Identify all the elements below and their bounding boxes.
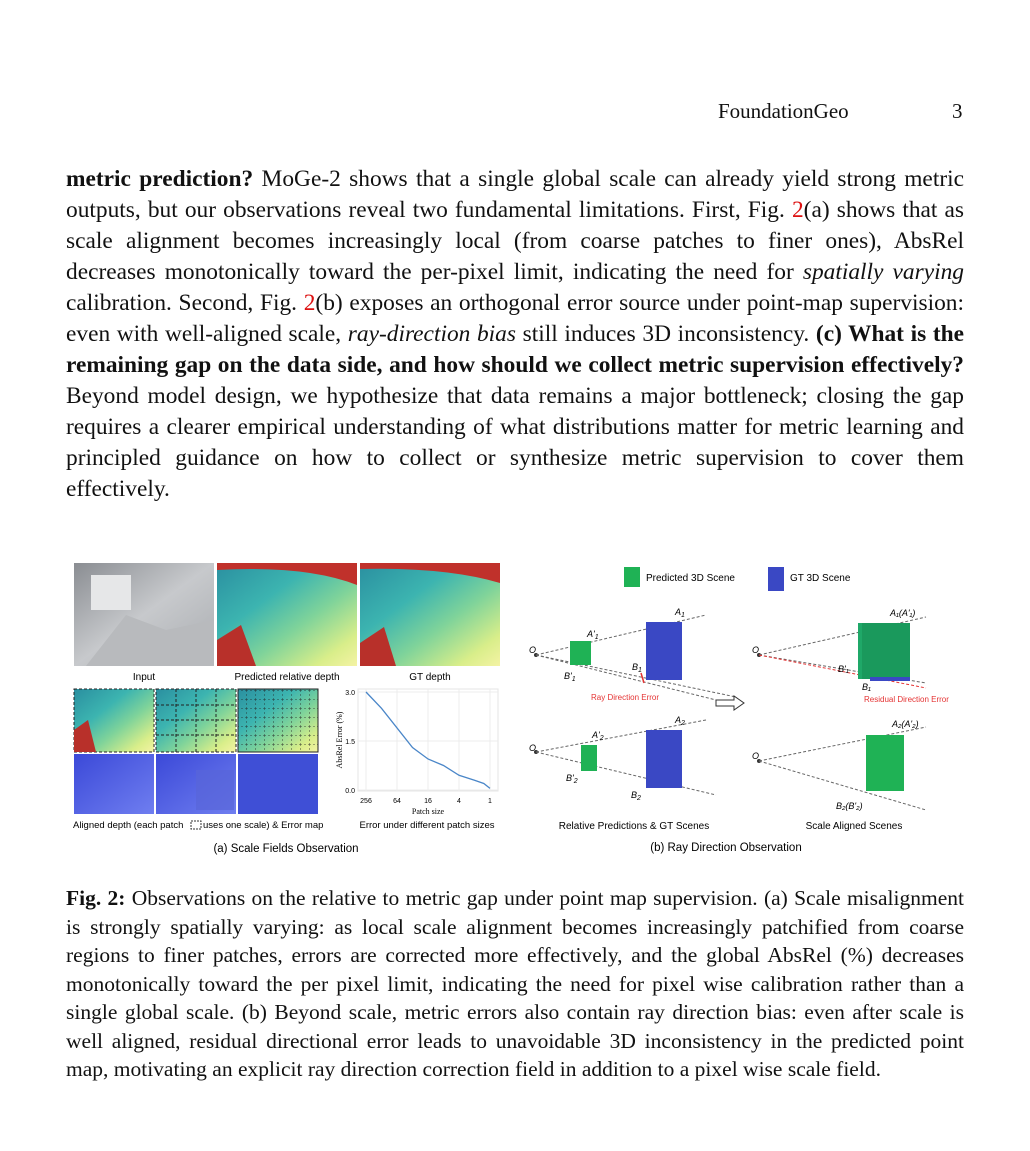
error-map-coarse: [74, 754, 154, 814]
chart-xtick-label: 1: [488, 798, 492, 805]
chart-ytick-label: 0.0: [345, 788, 355, 795]
chart-ytick-label: 1.5: [345, 739, 355, 746]
predicted-depth-image: [217, 563, 357, 666]
italic-term: spatially varying: [802, 259, 964, 285]
figure-svg: [66, 555, 966, 860]
svg-text:A'1: $A'_1$: [587, 629, 599, 641]
scene-left-bottom: [529, 715, 716, 802]
caption-panel-a: (a) Scale Fields Observation: [213, 843, 359, 855]
svg-text:B₂(B'₂): B₂(B'₂): [836, 801, 863, 811]
legend-pred-swatch: [624, 567, 640, 587]
bold-question: metric prediction?: [66, 166, 254, 192]
chart-x-ticks: [360, 798, 492, 805]
chart-xlabel: Patch size: [411, 807, 445, 816]
legend-pred: Predicted 3D Scene: [646, 573, 735, 584]
svg-text:A₂(A'₂): A₂(A'₂): [892, 719, 919, 729]
transform-arrow: [716, 696, 744, 710]
label-input: Input: [132, 672, 156, 683]
svg-text:A1: $A_1$: [675, 607, 685, 619]
svg-text:B₁: B₁: [862, 682, 871, 692]
svg-text:O: O: [752, 751, 760, 761]
label-gt-depth: GT depth: [409, 672, 451, 683]
page-number: 3: [952, 99, 963, 123]
body-paragraph: [66, 164, 964, 505]
ray-error-label: Ray Direction Error: [591, 693, 660, 702]
figure-2: [66, 555, 966, 860]
bold-question: (c) What is the remaining gap on the data side, and how should we collect metric supervision effectively?: [66, 321, 965, 378]
svg-text:B'2: $B'_2$: [566, 773, 578, 785]
aligned-depth-coarse: [74, 689, 154, 752]
label-aligned-depth: Aligned depth (each patch: [73, 820, 184, 831]
scene-right-bottom: [752, 719, 926, 811]
body-text-segment: Beyond model design, we hypothesize that data remains a major bottleneck; closing the gap requires a clearer empirical understanding of what distributions matter for metric learning and principled guidance on how to collect or synthesize metric supervision to cover them effectively.: [66, 383, 964, 502]
chart-ylabel: AbsRel Error (%): [335, 711, 344, 769]
residual-error-label: Residual Direction Error: [864, 695, 949, 704]
svg-text:O: O: [529, 743, 537, 753]
label-relative-predictions: Relative Predictions & GT Scenes: [558, 821, 710, 832]
italic-term: ray-direction bias: [347, 321, 516, 347]
label-aligned-depth-b: uses one scale) & Error map: [203, 820, 324, 831]
body-text-segment: (a) shows that as scale alignment becomes increasingly local (from coarse patches to finer ones), AbsRel decreases monotonically toward the per-pixel limit, indicating the need for: [66, 197, 964, 285]
body-text-segment: (b) exposes an orthogonal error source under point-map supervision: even with well-aligned scale,: [66, 290, 964, 347]
body-text-segment: calibration. Second, Fig.: [66, 290, 304, 316]
svg-text:O: O: [752, 645, 760, 655]
running-title: FoundationGeo: [718, 99, 849, 123]
chart-xtick-label: 64: [393, 798, 401, 805]
aligned-depth-fine: [238, 689, 318, 752]
patch-icon: [191, 821, 201, 829]
gt-depth-image: [360, 563, 500, 666]
error-map-medium: [156, 754, 236, 814]
figure-link[interactable]: 2: [303, 290, 316, 316]
caption-text: Observations on the relative to metric gap under point map supervision. (a) Scale misalignment is strongly spatially varying: as local scale alignment becomes increasingly patchified from coarse regions to finer patches, errors are corrected more effectively, and the global AbsRel (%) decreases monotonically toward the per pixel limit, indicating the need for pixel wise calibration rather than a single global scale. (b) Beyond scale, metric errors also contain ray direction bias: even after scale is well aligned, residual directional error leads to unavoidable 3D inconsistency in the predicted point map, motivating an explicit ray direction correction field in addition to a pixel wise scale field.: [66, 886, 964, 1081]
svg-text:A₁(A'₁): A₁(A'₁): [890, 608, 916, 618]
svg-text:A'2: $A'_2$: [592, 730, 604, 742]
svg-text:A2: $A_2$: [675, 715, 685, 727]
chart-y-ticks: [345, 690, 355, 795]
body-text-segment: MoGe-2 shows that a single global scale can already yield strong metric outputs, but our observations reveal two fundamental limitations. First, Fig.: [66, 166, 964, 223]
label-predicted-depth: Predicted relative depth: [234, 672, 340, 683]
svg-text:O: O: [529, 645, 537, 655]
page-header: [0, 99, 1030, 129]
figure-link[interactable]: 2: [791, 197, 804, 223]
patch-size-error-chart: [335, 689, 498, 816]
figure-caption: [66, 884, 964, 1084]
label-error-plot: Error under different patch sizes: [359, 820, 495, 831]
svg-text:B'1: $B'_1$: [564, 671, 576, 683]
svg-text:B2: $B_2$: [631, 790, 641, 802]
chart-ytick-label: 3.0: [345, 690, 355, 697]
caption-label: Fig. 2:: [66, 886, 126, 910]
svg-text:B1: $B_1$: [632, 662, 642, 674]
svg-text:B'₁: B'₁: [838, 664, 849, 674]
input-image: [74, 563, 214, 666]
scene-left-top: [529, 607, 736, 702]
chart-xtick-label: 256: [360, 798, 372, 805]
label-scale-aligned: Scale Aligned Scenes: [805, 821, 903, 832]
legend-gt: GT 3D Scene: [790, 573, 851, 584]
error-map-fine: [238, 754, 318, 814]
scene-right-top: [752, 608, 949, 704]
caption-panel-b: (b) Ray Direction Observation: [650, 842, 802, 854]
chart-xtick-label: 16: [424, 798, 432, 805]
panel-b: [529, 567, 949, 854]
legend-gt-swatch: [768, 567, 784, 591]
aligned-depth-medium: [156, 689, 236, 752]
body-text-segment: still induces 3D inconsistency.: [515, 321, 816, 347]
chart-xtick-label: 4: [457, 798, 461, 805]
